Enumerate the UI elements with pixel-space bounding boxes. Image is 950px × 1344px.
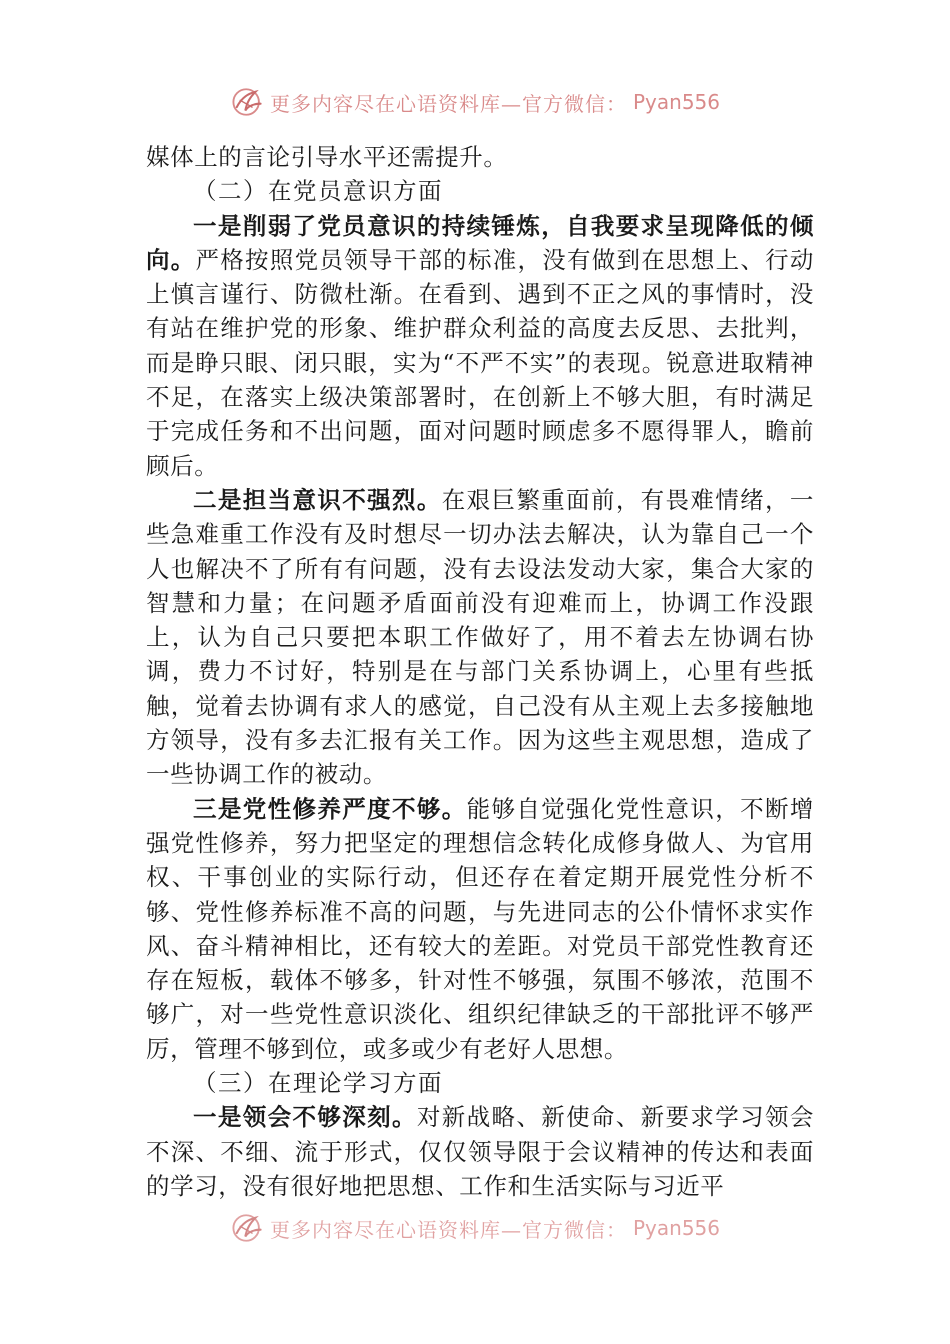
- signature-logo-icon: [230, 1211, 264, 1245]
- paragraph-point-1: [146, 209, 814, 483]
- paragraph-lead: 一是领会不够深刻。: [193, 1103, 417, 1132]
- section-heading-theory-study: （三）在理论学习方面: [193, 1069, 443, 1098]
- watermark-wechat-id: Pyan556: [632, 1216, 720, 1240]
- paragraph-lead: 三是党性修养严度不够。: [193, 794, 467, 823]
- paragraph-point-4: [146, 1100, 814, 1203]
- paragraph-text: 在艰巨繁重面前，有畏难情绪，一些急难重工作没有及时想尽一切办法去解决，认为靠自己一个人也解决不了所有有问题，没有去设法发动大家，集合大家的智慧和力量；在问题矛盾面前没有迎难而上，协调工作没跟上，认为自己只要把本职工作做好了，用不着去左协调右协调，费力不讨好，特别是在与部门关系协调上，心里有些抵触，觉着去协调有求人的感觉，自己没有从主观上去多接触地方领导，没有多去汇报有关工作。因为这些主观思想，造成了一些协调工作的被动。: [146, 485, 815, 789]
- paragraph-point-2: [146, 483, 814, 792]
- watermark-header: [0, 82, 950, 122]
- paragraph-text: 能够自觉强化党性意识，不断增强党性修养，努力把坚定的理想信念转化成修身做人、为官用权、干事创业的实际行动，但还存在着定期开展党性分析不够、党性修养标准不高的问题，与先进同志的公仆情怀求实作风、奋斗精神相比，还有较大的差距。对党员干部党性教育还存在短板，载体不够多，针对性不够强，氛围不够浓，范围不够广，对一些党性意识淡化、组织纪律缺乏的干部批评不够严厉，管理不够到位，或多或少有老好人思想。: [146, 794, 814, 1063]
- watermark-text: 更多内容尽在心语资料库—官方微信：: [269, 1217, 627, 1242]
- paragraph-point-3: [146, 792, 814, 1066]
- paragraph-lead: 一是削弱了党员意识的持续锤炼，自我要求呈现降低的倾向。: [146, 211, 814, 274]
- section-heading-party-awareness: （二）在党员意识方面: [193, 177, 443, 206]
- watermark-wechat-id: Pyan556: [632, 90, 720, 114]
- watermark-footer: [0, 1208, 950, 1248]
- paragraph-continuation: 媒体上的言论引导水平还需提升。: [146, 143, 508, 171]
- document-body: [146, 140, 814, 1203]
- paragraph-text: 对新战略、新使命、新要求学习领会不深、不细、流于形式，仅仅领导限于会议精神的传达和表面的学习，没有很好地把思想、工作和生活实际与习近平: [146, 1103, 814, 1200]
- watermark-text: 更多内容尽在心语资料库—官方微信：: [269, 91, 627, 116]
- signature-logo-icon: [230, 85, 264, 119]
- paragraph-lead: 二是担当意识不强烈。: [193, 485, 442, 514]
- paragraph-text: 严格按照党员领导干部的标准，没有做到在思想上、行动上慎言谨行、防微杜渐。在看到、遇到不正之风的事情时，没有站在维护党的形象、维护群众利益的高度去反思、去批判，而是睁只眼、闭只眼，实为“不严不实”的表现。锐意进取精神不足，在落实上级决策部署时，在创新上不够大胆，有时满足于完成任务和不出问题，面对问题时顾虑多不愿得罪人，瞻前顾后。: [146, 245, 814, 480]
